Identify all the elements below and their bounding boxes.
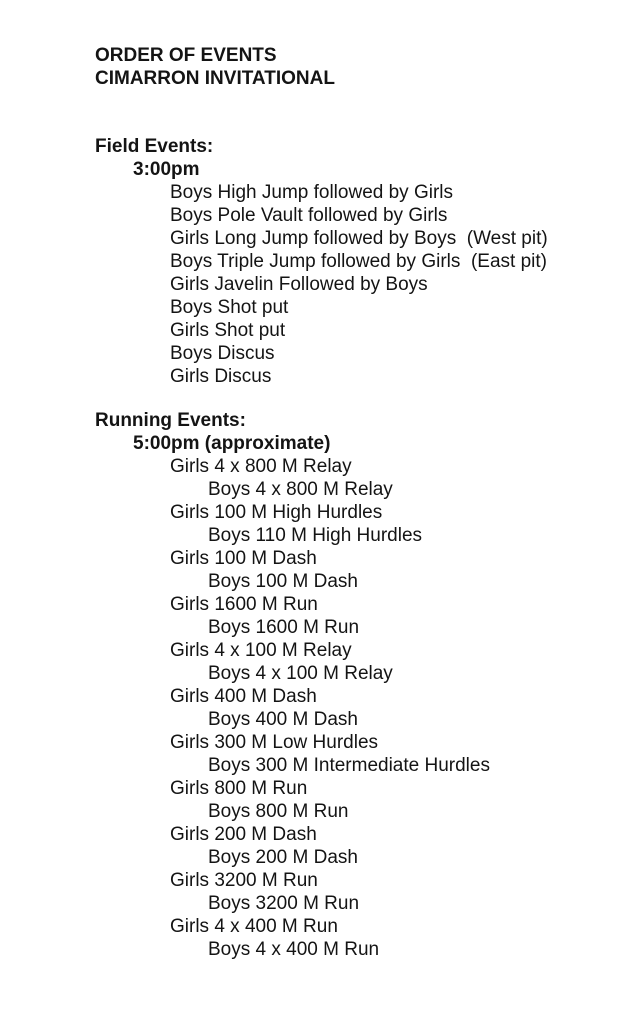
event-line: Boys 4 x 100 M Relay bbox=[208, 663, 393, 684]
event-line: Girls 100 M High Hurdles bbox=[170, 502, 383, 523]
event-line: Boys 100 M Dash bbox=[208, 571, 358, 592]
event-line: Girls 800 M Run bbox=[170, 778, 308, 799]
event-line: Boys 4 x 800 M Relay bbox=[208, 479, 393, 500]
event-line: Girls 4 x 400 M Run bbox=[170, 916, 338, 937]
document-title-line-1: ORDER OF EVENTS bbox=[95, 45, 277, 66]
event-line: Girls 300 M Low Hurdles bbox=[170, 732, 379, 753]
event-line: Girls 1600 M Run bbox=[170, 594, 318, 615]
section-time-running: 5:00pm (approximate) bbox=[133, 433, 331, 454]
event-line: Boys High Jump followed by Girls bbox=[170, 182, 453, 203]
event-line: Boys 1600 M Run bbox=[208, 617, 360, 638]
running-events-section bbox=[95, 409, 622, 961]
event-line: Boys 400 M Dash bbox=[208, 709, 358, 730]
event-line: Boys 3200 M Run bbox=[208, 893, 360, 914]
event-line: Girls 100 M Dash bbox=[170, 548, 317, 569]
event-line: Boys 110 M High Hurdles bbox=[208, 525, 423, 546]
event-line: Girls 4 x 800 M Relay bbox=[170, 456, 352, 477]
event-line: Girls 4 x 100 M Relay bbox=[170, 640, 352, 661]
document-title-line-2: CIMARRON INVITATIONAL bbox=[95, 68, 335, 89]
event-line: Boys Shot put bbox=[170, 297, 289, 318]
event-line: Girls Shot put bbox=[170, 320, 286, 341]
field-events-section bbox=[95, 135, 622, 388]
section-heading-field: Field Events: bbox=[95, 136, 214, 157]
event-line: Boys 800 M Run bbox=[208, 801, 349, 822]
section-heading-running: Running Events: bbox=[95, 410, 246, 431]
event-line: Girls 200 M Dash bbox=[170, 824, 317, 845]
event-line: Boys Triple Jump followed by Girls (East pit) bbox=[170, 251, 547, 272]
event-line: Girls 3200 M Run bbox=[170, 870, 318, 891]
event-line: Boys Pole Vault followed by Girls bbox=[170, 205, 448, 226]
event-line: Boys 4 x 400 M Run bbox=[208, 939, 380, 960]
event-line: Girls Discus bbox=[170, 366, 272, 387]
event-line: Girls Long Jump followed by Boys (West pit) bbox=[170, 228, 548, 249]
event-line: Boys Discus bbox=[170, 343, 275, 364]
event-line: Boys 200 M Dash bbox=[208, 847, 358, 868]
event-line: Girls Javelin Followed by Boys bbox=[170, 274, 428, 295]
section-time-field: 3:00pm bbox=[133, 159, 200, 180]
event-line: Girls 400 M Dash bbox=[170, 686, 317, 707]
event-line: Boys 300 M Intermediate Hurdles bbox=[208, 755, 490, 776]
